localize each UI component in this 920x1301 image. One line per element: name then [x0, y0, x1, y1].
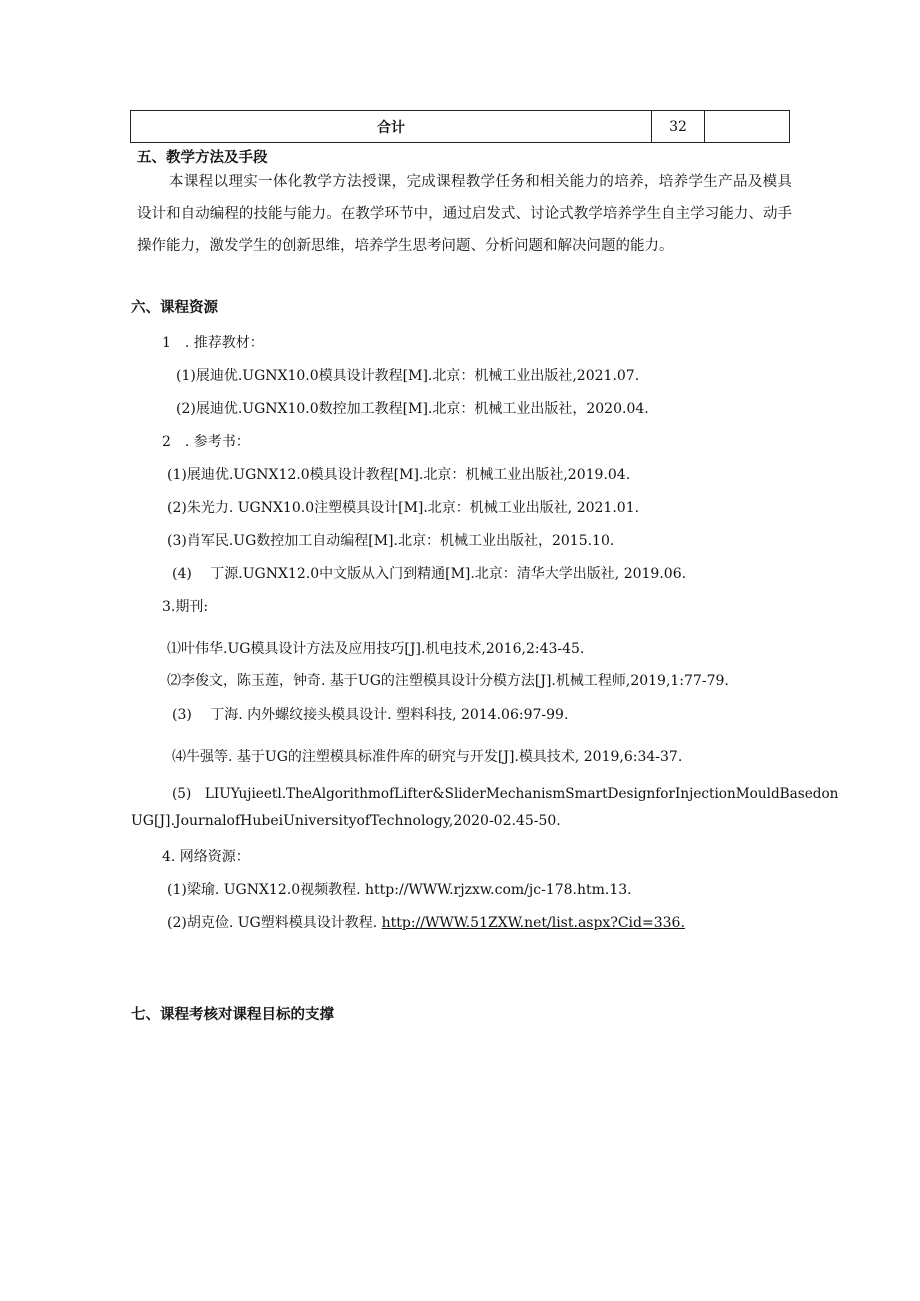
journal-item: (5) LIUYujieetl.TheAlgorithmofLifter&SliderMechanismSmartDesignforInjectionMouldBasedon: [172, 786, 839, 802]
reference-item: (1)展迪优.UGNX12.0模具设计教程[M].北京：机械工业出版社,2019.04.: [167, 467, 631, 483]
textbook-item: (1)展迪优.UGNX10.0模具设计教程[M].北京：机械工业出版社,2021.07.: [176, 368, 640, 384]
total-value: 32: [652, 111, 705, 143]
reference-item: (2)朱光力. UGNX10.0注塑模具设计[M].北京：机械工业出版社, 2021.01.: [167, 500, 640, 516]
total-empty-cell: [705, 111, 790, 143]
journal-item: UG[J].JournalofHubeiUniversityofTechnology,2020-02.45-50.: [131, 813, 561, 829]
journal-item: ⑵李俊文，陈玉莲，钟奇. 基于UG的注塑模具设计分模方法[J].机械工程师,2019,1:77-79.: [167, 673, 729, 689]
web-item: [167, 912, 685, 932]
section5-paragraph: 本课程以理实一体化教学方法授课，完成课程教学任务和相关能力的培养，培养学生产品及模具设计和自动编程的技能与能力。在教学环节中，通过启发式、讨论式教学培养学生自主学习能力、动手操作能力，激发学生的创新思维，培养学生思考问题、分析问题和解决问题的能力。: [137, 174, 792, 254]
total-label: 合计: [131, 111, 652, 143]
textbooks-title: 1 . 推荐教材：: [162, 335, 264, 351]
web-item-text: (2)胡克俭. UG塑料模具设计教程.: [167, 915, 378, 931]
textbook-item: (2)展迪优.UGNX10.0数控加工教程[M].北京：机械工业出版社，2020.04.: [176, 401, 649, 417]
section6-heading: 六、课程资源: [131, 300, 218, 316]
reference-item: (4) 丁源.UGNX12.0中文版从入门到精通[M].北京：清华大学出版社, 2019.06.: [172, 566, 687, 582]
reference-item: (3)肖军民.UG数控加工自动编程[M].北京：机械工业出版社，2015.10.: [167, 533, 615, 549]
journal-item: ⑴叶伟华.UG模具设计方法及应用技巧[J].机电技术,2016,2:43-45.: [167, 641, 585, 657]
journals-title: 3.期刊:: [162, 599, 209, 615]
web-title: 4. 网络资源：: [162, 849, 250, 865]
journal-item: (3) 丁海. 内外螺纹接头模具设计. 塑料科技, 2014.06:97-99.: [172, 707, 569, 723]
section5-heading: 五、教学方法及手段: [137, 150, 268, 166]
web-link[interactable]: http://WWW.51ZXW.net/list.aspx?Cid=336.: [381, 915, 685, 931]
section7-heading: 七、课程考核对课程目标的支撑: [131, 1007, 334, 1023]
total-table: [130, 110, 790, 143]
journal-item: ⑷牛强等. 基于UG的注塑模具标准件库的研究与开发[J].模具技术, 2019,6:34-37.: [172, 749, 683, 765]
references-title: 2 . 参考书：: [162, 434, 250, 450]
table-row: [131, 111, 790, 143]
web-item: (1)梁瑜. UGNX12.0视频教程. http://WWW.rjzxw.com/jc-178.htm.13.: [167, 882, 632, 898]
